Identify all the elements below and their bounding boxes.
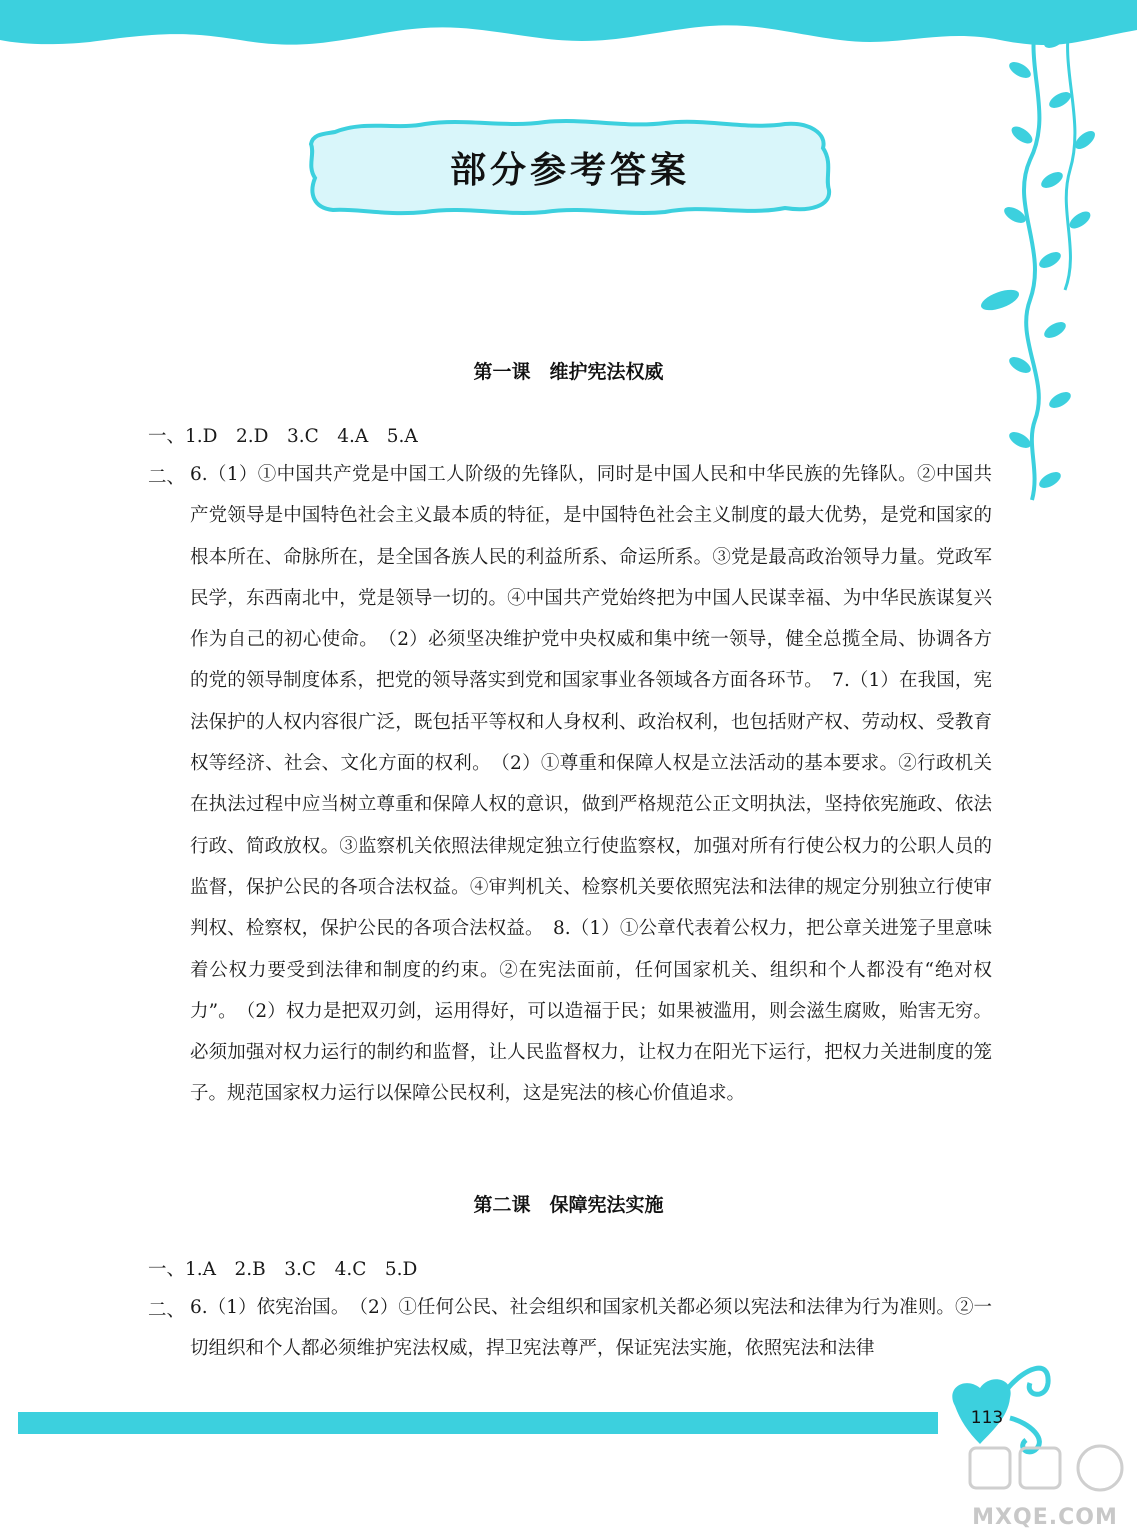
lesson-2-part-2-answers — [190, 1287, 992, 1370]
page-title: 部分参考答案 — [449, 148, 690, 191]
lesson-1-part-2-prefix: 二、 — [148, 467, 186, 488]
lesson-1-part-2-answers — [190, 454, 992, 1115]
lesson-2-part-2-prefix: 二、 — [148, 1300, 186, 1321]
vine-decoration — [960, 0, 1137, 520]
lesson-2-part-2-text: 6.（1）依宪治国。 （2）①任何公民、社会组织和国家机关都必须以宪法和法律为行为准则。②一切组织和个人都必须维护宪法权威，捍卫宪法尊严，保证宪法实施，依照宪法和法律 — [190, 1297, 992, 1360]
watermark-text: MXQE.COM — [972, 1505, 1118, 1530]
lesson-2-part-1-answers: 一、1.A 2.B 3.C 4.C 5.D — [148, 1259, 418, 1280]
bottom-accent-bar — [18, 1412, 938, 1434]
lesson-1-part-1-answers: 一、1.D 2.D 3.C 4.A 5.A — [148, 426, 418, 447]
lesson-1-part-2-text: 6.（1）①中国共产党是中国工人阶级的先锋队，同时是中国人民和中华民族的先锋队。②中国共产党领导是中国特色社会主义最本质的特征，是中国特色社会主义制度的最大优势，是党和国家的根本所在、命脉所在，是全国各族人民的利益所系、命运所系。③党是最高政治领导力量。党政军民学，东西南北中，党是领导一切的。④中国共产党始终把为中国人民谋幸福、为中华民族谋复兴作为自己的初心使命。 （2）必须坚决维护党中央权威和集中统一领导，健全总揽全局、协调各方的党的领导制度体系，把党的领导落实到党和国家事业各领域各方面各环节。 7.（1）在我国，宪法保护的人权内容很广泛，既包括平等权和人身权利、政治权利，也包括财产权、劳动权、受教育权等经济、社会、文化方面的权利。 （2）①尊重和保障人权是立法活动的基本要求。②行政机关在执法过程中应当树立尊重和保障人权的意识，做到严格规范公正文明执法，坚持依宪施政、依法行政、简政放权。③监察机关依照法律规定独立行使监察权，加强对所有行使公权力的公职人员的监督，保护公民的各项合法权益。④审判机关、检察机关要依照宪法和法律的规定分别独立行使审判权、检察权，保护公民的各项合法权益。 8.（1）①公章代表着公权力，把公章关进笼子里意味着公权力要受到法律和制度的约束。②在宪法面前，任何国家机关、组织和个人都没有“绝对权力”。 （2）权力是把双刃剑，运用得好，可以造福于民；如果被滥用，则会滋生腐败，贻害无穷。必须加强对权力运行的制约和监督，让人民监督权力，让权力在阳光下运行，把权力关进制度的笼子。规范国家权力运行以保障公民权利，这是宪法的核心价值追求。 — [190, 464, 992, 1105]
lesson-2-heading: 第二课 保障宪法实施 — [473, 1194, 664, 1216]
page-number: 113 — [970, 1408, 1004, 1428]
lesson-1-heading: 第一课 维护宪法权威 — [473, 361, 664, 383]
